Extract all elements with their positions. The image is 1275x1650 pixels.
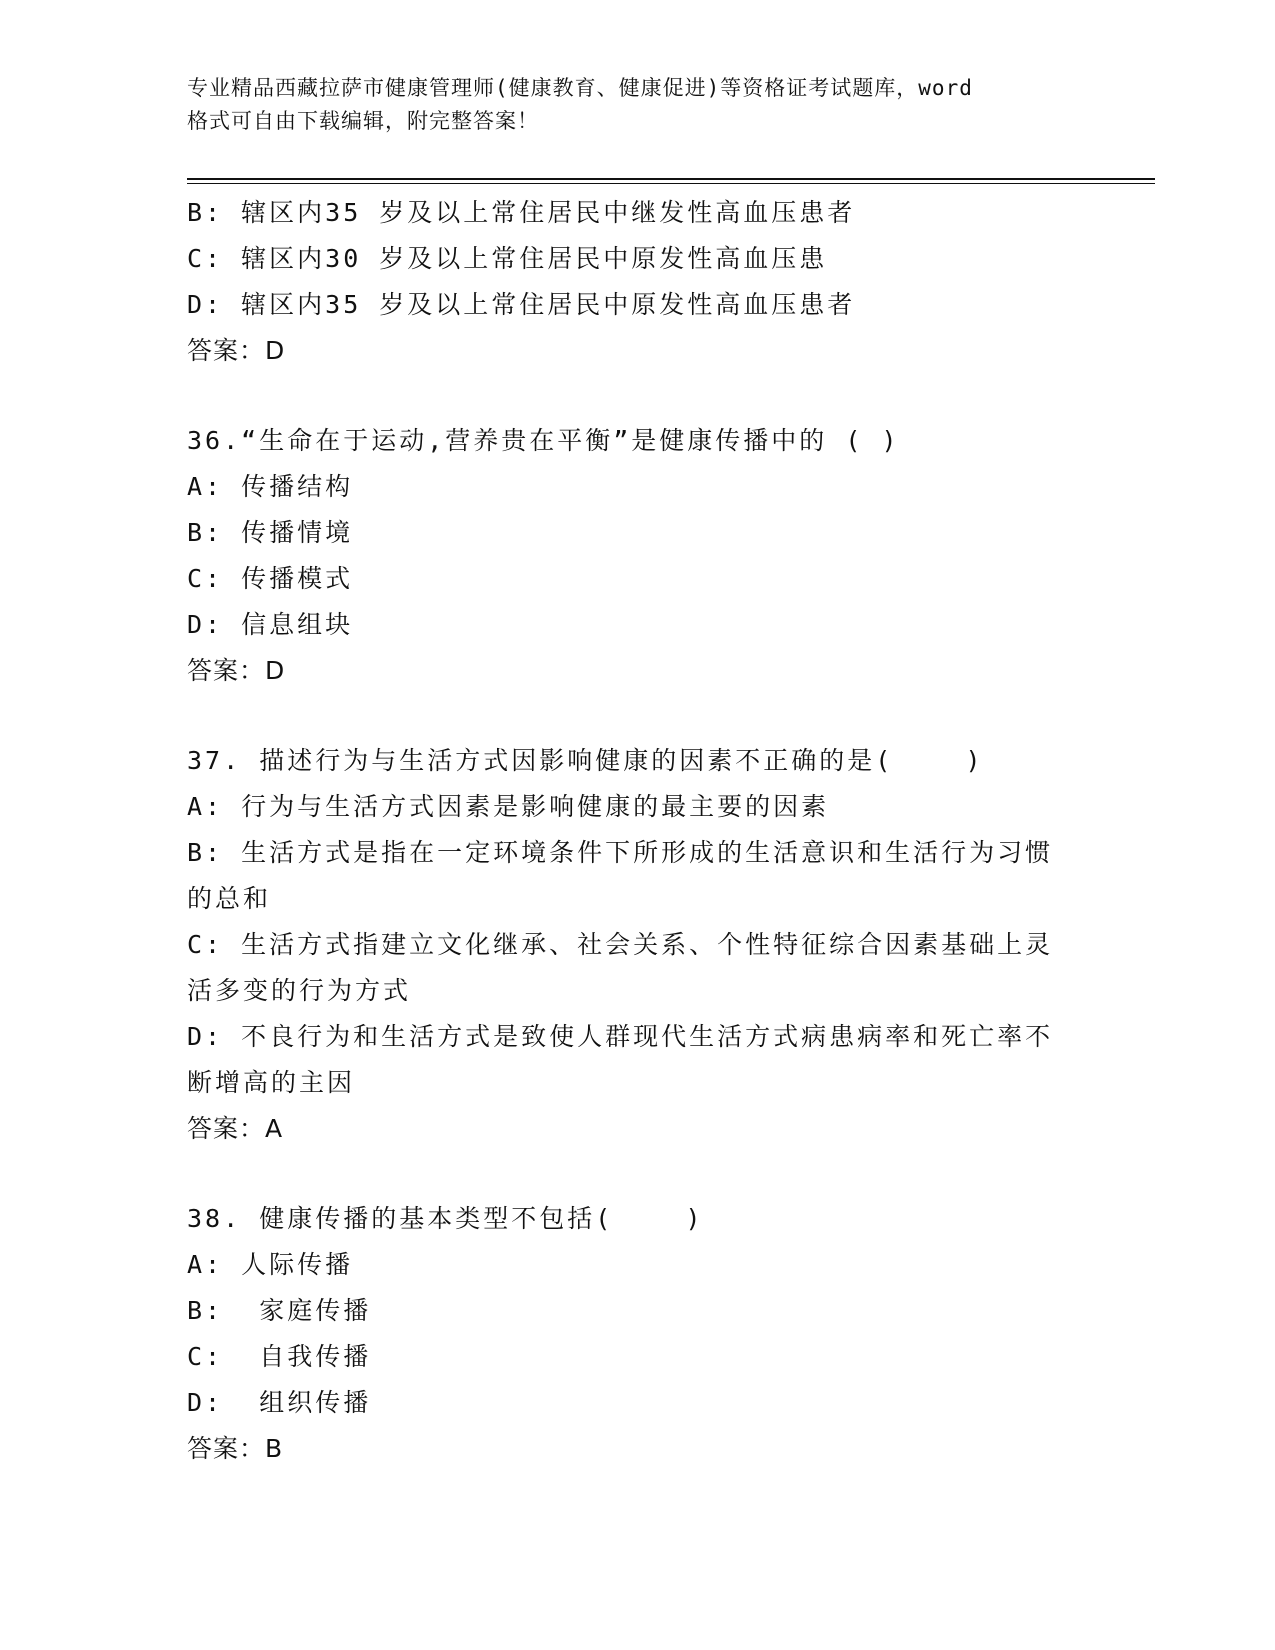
option-a: A: 人际传播	[187, 1250, 354, 1279]
document-body	[187, 190, 1087, 1472]
question-36	[187, 418, 1087, 694]
option-d: D: 组织传播	[187, 1388, 372, 1417]
option-c-continued: 活多变的行为方式	[187, 976, 412, 1005]
question-37	[187, 738, 1087, 1152]
option-d-continued: 断增高的主因	[187, 1068, 356, 1097]
answer: 答案：D	[187, 336, 286, 365]
option-b: B: 传播情境	[187, 518, 354, 547]
question-text: 37. 描述行为与生活方式因影响健康的因素不正确的是( )	[187, 746, 984, 775]
option-c: C: 辖区内30 岁及以上常住居民中原发性高血压患	[187, 244, 828, 273]
header-line-2: 格式可自由下载编辑，附完整答案！	[187, 109, 539, 133]
option-b: B: 家庭传播	[187, 1296, 372, 1325]
option-b-continued: 的总和	[187, 884, 272, 913]
option-b: B: 生活方式是指在一定环境条件下所形成的生活意识和生活行为习惯	[187, 838, 1054, 867]
question-38	[187, 1196, 1087, 1472]
document-header	[187, 72, 1087, 138]
question-text: 38. 健康传播的基本类型不包括( )	[187, 1204, 704, 1233]
option-a: A: 传播结构	[187, 472, 354, 501]
option-d: D: 信息组块	[187, 610, 354, 639]
question-35-tail	[187, 190, 1087, 374]
option-a: A: 行为与生活方式因素是影响健康的最主要的因素	[187, 792, 830, 821]
option-c: C: 传播模式	[187, 564, 354, 593]
option-d: D: 辖区内35 岁及以上常住居民中原发性高血压患者	[187, 290, 856, 319]
answer: 答案：B	[187, 1434, 284, 1463]
answer: 答案：D	[187, 656, 286, 685]
option-b: B: 辖区内35 岁及以上常住居民中继发性高血压患者	[187, 198, 856, 227]
header-rule-thick	[187, 178, 1155, 180]
option-c: C: 自我传播	[187, 1342, 372, 1371]
option-c: C: 生活方式指建立文化继承、社会关系、个性特征综合因素基础上灵	[187, 930, 1054, 959]
header-rule-thin	[187, 183, 1155, 184]
option-d: D: 不良行为和生活方式是致使人群现代生活方式病患病率和死亡率不	[187, 1022, 1054, 1051]
question-text: 36.“生命在于运动,营养贵在平衡”是健康传播中的 ( )	[187, 426, 900, 455]
header-line-1: 专业精品西藏拉萨市健康管理师(健康教育、健康促进)等资格证考试题库，word	[187, 76, 973, 100]
answer: 答案：A	[187, 1114, 284, 1143]
